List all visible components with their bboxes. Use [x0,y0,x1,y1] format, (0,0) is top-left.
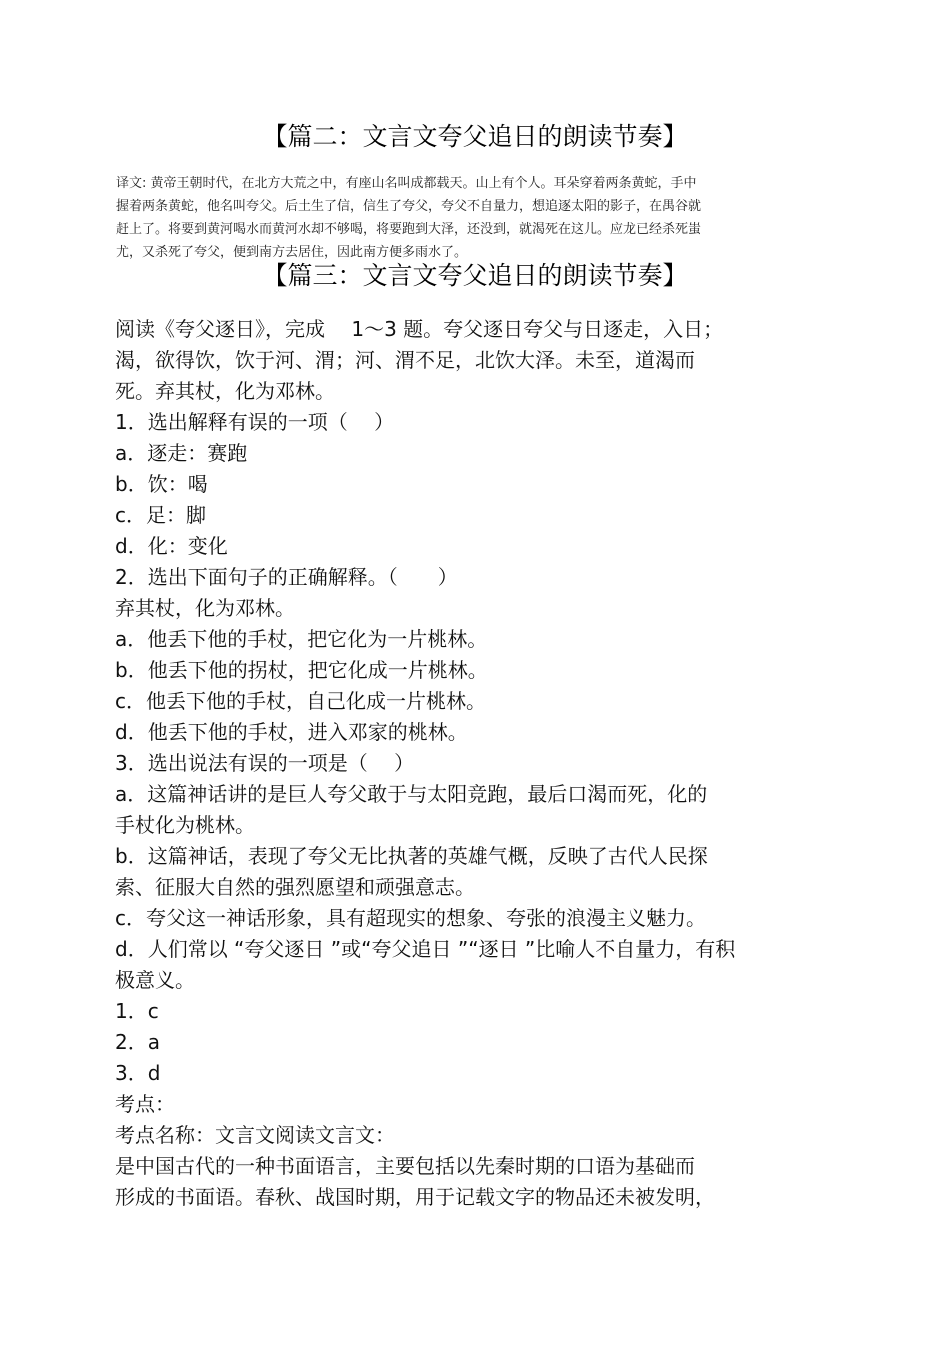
translation-paragraph [116,172,756,264]
text-line: 形成的书面语。春秋、战国时期，用于记载文字的物品还未被发明， [115,1185,715,1209]
option-line: c．他丢下他的手杖，自己化成一片桃林。 [115,689,486,713]
answer-line: 2．a [115,1030,160,1054]
option-line: c．夸父这一神话形象，具有超现实的想象、夸张的浪漫主义魅力。 [115,906,706,930]
question-2: 2．选出下面句子的正确解释。（ ） [115,565,458,589]
text-line: 是中国古代的一种书面语言，主要包括以先秦时期的口语为基础而 [115,1154,695,1178]
translation-line: 尤，又杀死了夸父，便到南方去居住，因此南方便多雨水了。 [116,245,468,260]
option-line: d．化：变化 [115,534,228,558]
option-line: a．他丢下他的手杖，把它化为一片桃林。 [115,627,488,651]
translation-line: 赶上了。将要到黄河喝水而黄河水却不够喝，将要跑到大泽，还没到，就渴死在这儿。应龙已经杀死蚩 [116,222,702,237]
option-line: 手杖化为桃林。 [115,813,255,837]
option-line: d．人们常以 “夸父逐日 ”或“夸父追日 ”“逐日 ”比喻人不自量力，有积 [115,937,736,961]
text-line: 考点名称：文言文阅读文言文： [115,1123,395,1147]
answer-line: 3．d [115,1061,161,1085]
question-1: 1．选出解释有误的一项（ ） [115,410,395,434]
answer-line: 1．c [115,999,159,1023]
option-line: b．这篇神话，表现了夸父无比执著的英雄气概，反映了古代人民探 [115,844,708,868]
text-line: 考点： [115,1092,175,1116]
option-line: b．他丢下他的拐杖，把它化成一片桃林。 [115,658,488,682]
text-line: 渴，欲得饮，饮于河、渭；河、渭不足，北饮大泽。未至，道渴而 [115,348,695,372]
option-line: 索、征服大自然的强烈愿望和顽强意志。 [115,875,475,899]
text-line: 弃其杖，化为邓林。 [115,596,295,620]
text-line: 阅读《夸父逐日》，完成 1～3 题。夸父逐日夸父与日逐走，入日； [115,317,724,341]
option-line: d．他丢下他的手杖，进入邓家的桃林。 [115,720,468,744]
option-line: 极意义。 [115,968,195,992]
option-line: c．足：脚 [115,503,206,527]
translation-line: 握着两条黄蛇，他名叫夸父。后土生了信，信生了夸父，夸父不自量力，想追逐太阳的影子，在禺谷就 [116,199,702,214]
translation-line: 译文: 黄帝王朝时代，在北方大荒之中，有座山名叫成都载天。山上有个人。耳朵穿着两条黄蛇，手中 [116,176,697,191]
section-heading-3: 【篇三：文言文夸父追日的朗读节奏】 [262,261,688,290]
option-line: b．饮：喝 [115,472,208,496]
option-line: a．逐走：赛跑 [115,441,248,465]
question-3: 3．选出说法有误的一项是（ ） [115,751,415,775]
text-line: 死。弃其杖，化为邓林。 [115,379,335,403]
option-line: a．这篇神话讲的是巨人夸父敢于与太阳竞跑，最后口渴而死，化的 [115,782,708,806]
section-heading-2: 【篇二：文言文夸父追日的朗读节奏】 [262,122,688,151]
exercise-body [115,314,805,1213]
